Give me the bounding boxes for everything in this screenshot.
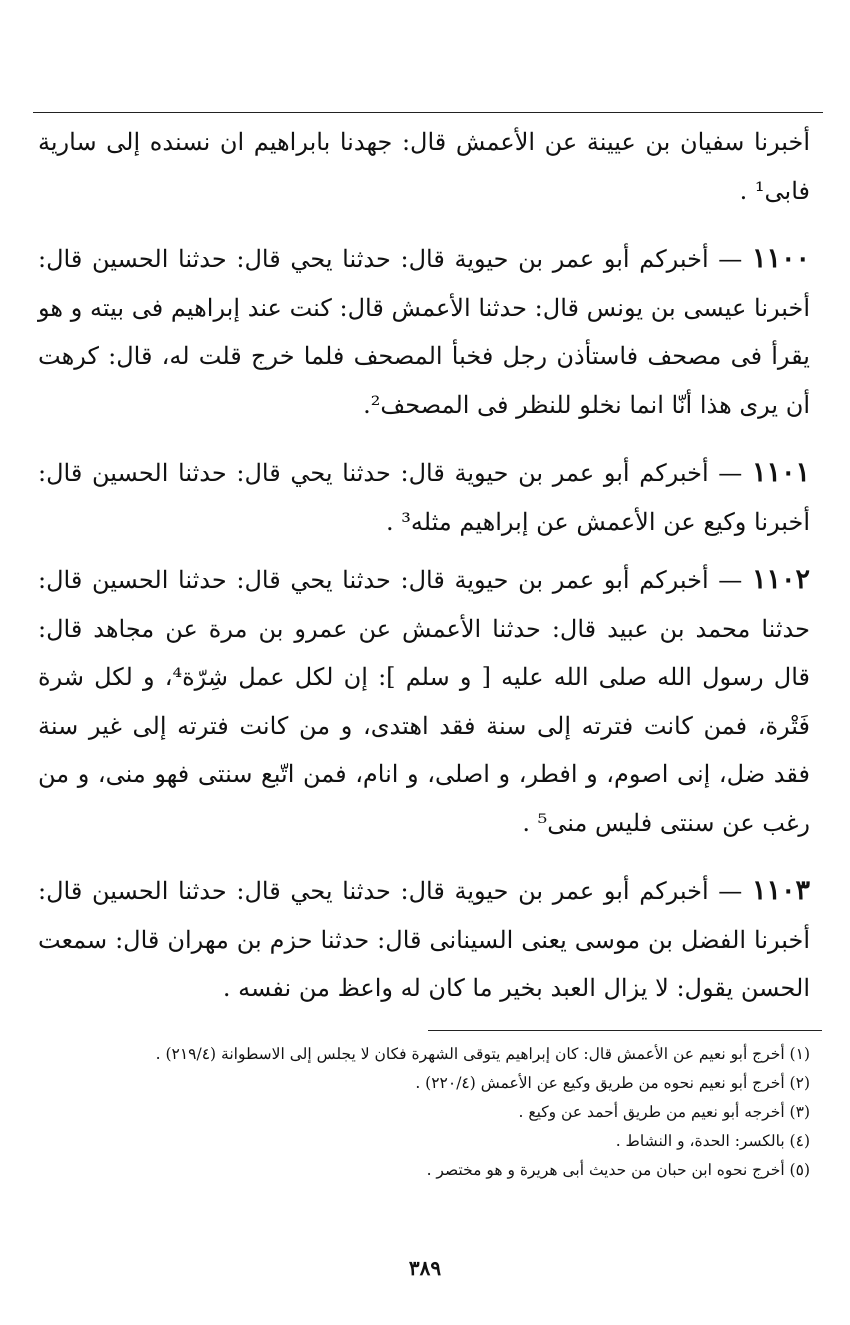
top-rule — [33, 112, 823, 113]
footnotes — [60, 1040, 810, 1185]
paragraph-text: — أخبركم أبو عمر بن حيوية قال: حدثنا يحي قال: حدثنا الحسين قال: حدثنا محمد بن عبيد قال: حدثنا الأعمش عن عمرو بن مرة عن مجاهد قال: قال رسول الله صلى الله عليه [ و سلم ]: إن لكل عمل شِرّة⁴، و لكل شرة فَتْرة، فمن كانت فترته إلى سنة فقد اهتدى، و من كانت فترته إلى غير سنة فقد ضل، إنى اصوم، و افطر، و اصلى، و انام، فمن اتّبع سنتى فهو منى، و من رغب عن سنتى فليس منى⁵ . — [38, 566, 810, 837]
hadith-number: ١١٠٣ — [751, 875, 810, 906]
footnote: (٣) أخرجه أبو نعيم من طريق أحمد عن وكيع . — [518, 1103, 810, 1121]
paragraph-text: أخبرنا سفيان بن عيينة عن الأعمش قال: جهدنا بابراهيم ان نسنده إلى سارية فابى¹ . — [38, 128, 810, 205]
page-number: ٣٨٩ — [408, 1256, 442, 1280]
footnote: (٢) أخرج أبو نعيم نحوه من طريق وكيع عن الأعمش (٢٢٠/٤) . — [415, 1074, 810, 1092]
main-text — [38, 118, 810, 1013]
paragraph-continuation — [38, 118, 810, 215]
footnote: (٤) بالكسر: الحدة، و النشاط . — [615, 1132, 810, 1150]
hadith-number: ١١٠٠ — [751, 243, 810, 274]
paragraph-text: — أخبركم أبو عمر بن حيوية قال: حدثنا يحي قال: حدثنا الحسين قال: أخبرنا عيسى بن يونس قال: حدثنا الأعمش قال: كنت عند إبراهيم فى بيته و هو يقرأ فى مصحف فاستأذن رجل فخبأ المصحف فلما خرج قلت له، قال: كرهت أن يرى هذا أنّا انما نخلو للنظر فى المصحف². — [38, 245, 810, 419]
hadith-1102 — [38, 556, 810, 847]
footnote-rule — [428, 1030, 822, 1031]
paragraph-text: — أخبركم أبو عمر بن حيوية قال: حدثنا يحي قال: حدثنا الحسين قال: أخبرنا الفضل بن موسى يعنى السينانى قال: حدثنا حزم بن مهران قال: سمعت الحسن يقول: لا يزال العبد بخير ما كان له واعظ من نفسه . — [38, 877, 810, 1002]
hadith-1100 — [38, 235, 810, 429]
footnote: (٥) أخرج نحوه ابن حبان من حديث أبى هريرة و هو مختصر . — [426, 1161, 810, 1179]
hadith-number: ١١٠٢ — [751, 564, 810, 595]
hadith-1101 — [38, 449, 810, 546]
hadith-number: ١١٠١ — [751, 457, 810, 488]
footnote: (١) أخرج أبو نعيم عن الأعمش قال: كان إبراهيم يتوقى الشهرة فكان لا يجلس إلى الاسطوانة (٢١٩/٤) . — [155, 1045, 810, 1063]
paragraph-text: — أخبركم أبو عمر بن حيوية قال: حدثنا يحي قال: حدثنا الحسين قال: أخبرنا وكيع عن الأعمش عن إبراهيم مثله³ . — [38, 459, 810, 536]
hadith-1103 — [38, 867, 810, 1013]
